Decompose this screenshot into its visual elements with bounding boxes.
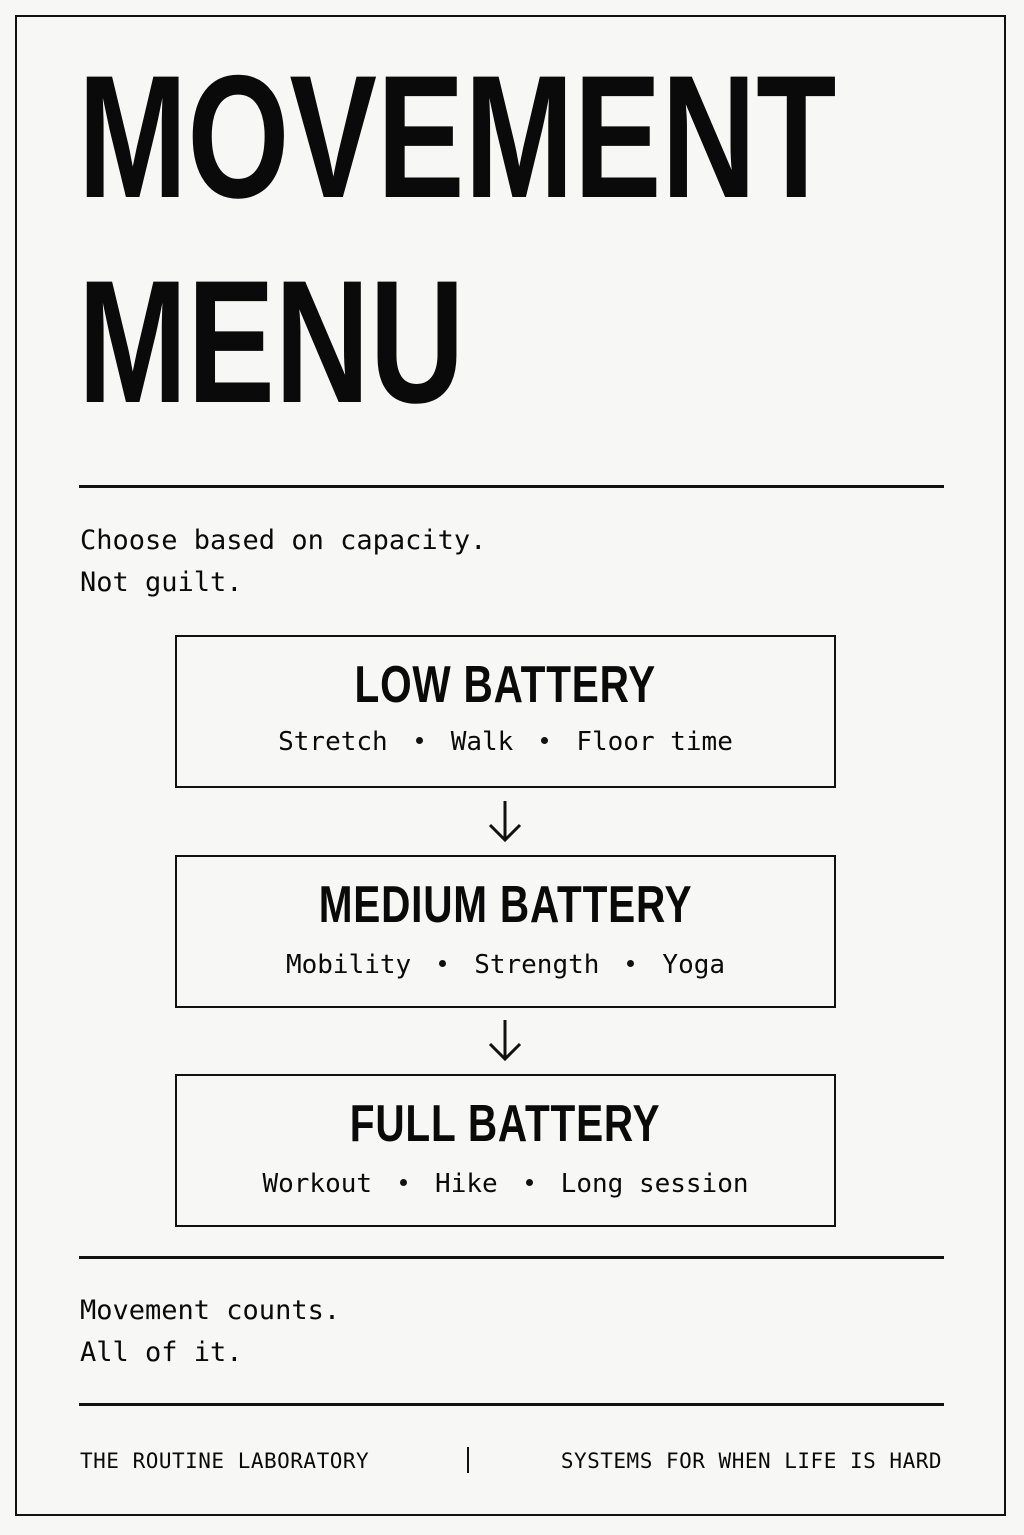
level-card-low-battery [175, 635, 836, 788]
poster-title-line-2: MENU [78, 245, 465, 440]
intro-line-2: Not guilt. [80, 567, 243, 598]
bullet-dot-icon [526, 1179, 533, 1186]
closing-line-1: Movement counts. [80, 1295, 341, 1326]
arrow-down-icon [487, 1017, 523, 1063]
bullet-dot-icon [400, 1179, 407, 1186]
level-title [177, 656, 834, 714]
divider-middle [79, 1256, 944, 1259]
level-item: Floor time [576, 727, 733, 757]
level-item: Yoga [662, 950, 726, 980]
footer-tagline: SYSTEMS FOR WHEN LIFE IS HARD [560, 1449, 942, 1473]
level-item: Workout [262, 1169, 373, 1199]
bullet-dot-icon [627, 960, 634, 967]
arrow-down-icon [487, 798, 523, 844]
level-item: Mobility [285, 950, 412, 980]
level-title [177, 876, 834, 934]
divider-bottom [79, 1403, 944, 1406]
poster-title-line-1: MOVEMENT [78, 40, 837, 235]
closing-text [80, 1290, 340, 1374]
level-title-text: LOW BATTERY [354, 656, 657, 714]
closing-line-2: All of it. [80, 1337, 243, 1368]
level-items [177, 1169, 834, 1199]
bullet-dot-icon [541, 737, 548, 744]
level-item: Hike [435, 1169, 498, 1199]
bullet-dot-icon [416, 737, 423, 744]
intro-line-1: Choose based on capacity. [80, 525, 487, 556]
level-items [177, 727, 834, 757]
level-item: Long session [560, 1169, 749, 1199]
bullet-dot-icon [439, 960, 446, 967]
level-card-full-battery [175, 1074, 836, 1227]
intro-text [80, 520, 486, 604]
level-item: Stretch [278, 727, 388, 757]
level-card-medium-battery [175, 855, 836, 1008]
level-title-text: MEDIUM BATTERY [318, 876, 693, 934]
level-item: Strength [474, 950, 600, 980]
level-title-text: FULL BATTERY [350, 1095, 661, 1153]
footer-separator [467, 1447, 469, 1473]
level-title [177, 1095, 834, 1153]
level-item: Walk [450, 727, 514, 757]
footer-brand: THE ROUTINE LABORATORY [80, 1449, 370, 1473]
level-items [177, 950, 834, 980]
divider-top [79, 485, 944, 488]
